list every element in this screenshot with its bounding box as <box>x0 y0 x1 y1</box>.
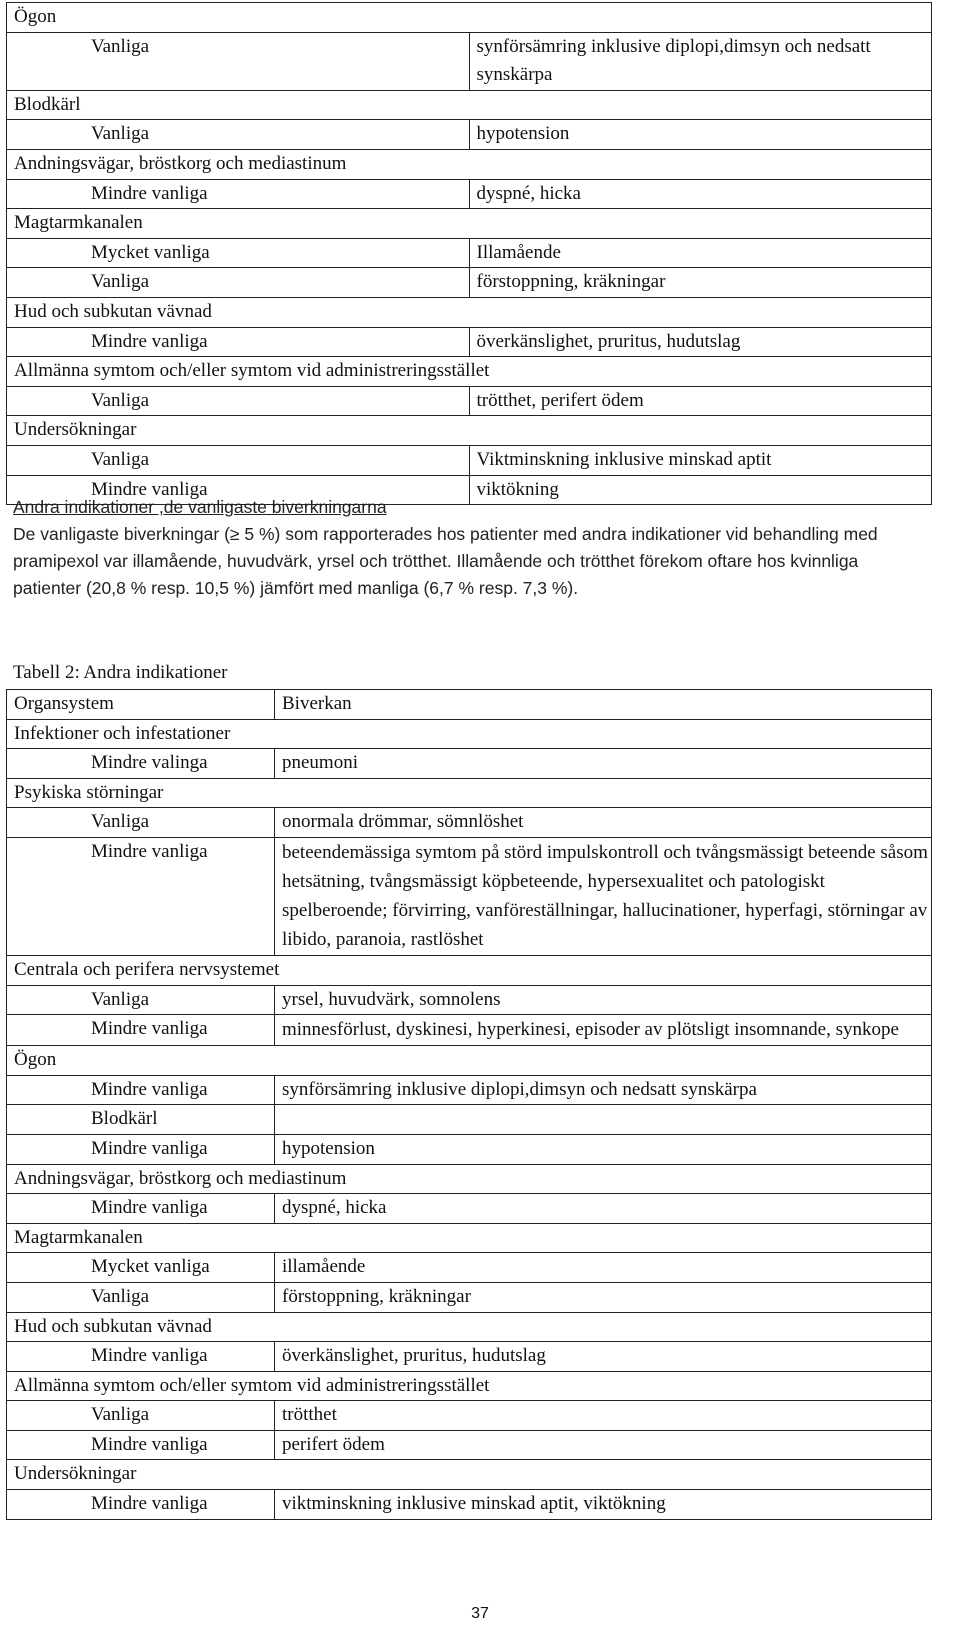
header-biverkan: Biverkan <box>275 690 932 720</box>
adverse-effect-row <box>7 1194 932 1224</box>
frequency-label: Mindre valinga <box>7 749 275 779</box>
organ-system-row <box>7 1371 932 1401</box>
frequency-label: Vanliga <box>7 1282 275 1312</box>
adverse-effect-row <box>7 1430 932 1460</box>
frequency-label: Mindre vanliga <box>7 1490 275 1520</box>
organ-system-label: Hud och subkutan vävnad <box>7 1312 932 1342</box>
adverse-effect-text: beteendemässiga symtom på störd impulskontroll och tvångsmässigt beteende såsom hetsätning, tvångsmässigt köpbeteende, hypersexualitet och patologiskt spelberoende; förvirring, vanföreställningar, hallucinationer, hyperfagi, störningar av libido, paranoia, rastlöshet <box>275 837 932 955</box>
organ-system-label: Centrala och perifera nervsystemet <box>7 955 932 985</box>
organ-system-label: Andningsvägar, bröstkorg och mediastinum <box>7 1164 932 1194</box>
organ-system-row <box>7 1460 932 1490</box>
organ-system-label: Undersökningar <box>7 416 932 446</box>
organ-system-label: Psykiska störningar <box>7 778 932 808</box>
adverse-effect-row <box>7 1015 932 1046</box>
adverse-effect-row <box>7 268 932 298</box>
adverse-effect-text: illamående <box>275 1253 932 1283</box>
frequency-label: Mindre vanliga <box>7 837 275 955</box>
adverse-effect-row <box>7 32 932 90</box>
organ-system-row <box>7 1164 932 1194</box>
adverse-effect-row <box>7 1134 932 1164</box>
adverse-effect-text: perifert ödem <box>275 1430 932 1460</box>
frequency-label: Vanliga <box>7 985 275 1015</box>
organ-system-label: Allmänna symtom och/eller symtom vid administreringsstället <box>7 357 932 387</box>
adverse-effect-text: förstoppning, kräkningar <box>275 1282 932 1312</box>
adverse-effect-row <box>7 1342 932 1372</box>
frequency-label: Vanliga <box>7 268 470 298</box>
organ-system-row <box>7 416 932 446</box>
organ-system-row <box>7 297 932 327</box>
frequency-label: Vanliga <box>7 32 470 90</box>
page-number: 37 <box>471 1605 489 1622</box>
adverse-effect-text: dyspné, hicka <box>469 179 932 209</box>
organ-system-row <box>7 1312 932 1342</box>
frequency-label: Mycket vanliga <box>7 1253 275 1283</box>
adverse-effect-row <box>7 386 932 416</box>
adverse-effect-text: hypotension <box>275 1134 932 1164</box>
frequency-label: Mindre vanliga <box>7 1015 275 1046</box>
organ-system-label: Hud och subkutan vävnad <box>7 297 932 327</box>
frequency-label: Mindre vanliga <box>7 1430 275 1460</box>
organ-system-label: Ögon <box>7 1046 932 1076</box>
adverse-effect-text: viktökning <box>469 475 932 505</box>
adverse-effect-text: dyspné, hicka <box>275 1194 932 1224</box>
adverse-effect-text: onormala drömmar, sömnlöshet <box>275 808 932 838</box>
adverse-effect-row <box>7 1105 932 1135</box>
organ-system-row <box>7 209 932 239</box>
frequency-label: Mindre vanliga <box>7 179 470 209</box>
table-caption: Tabell 2: Andra indikationer <box>13 662 228 683</box>
adverse-effect-text: förstoppning, kräkningar <box>469 268 932 298</box>
adverse-effect-text: pneumoni <box>275 749 932 779</box>
adverse-effect-row <box>7 1401 932 1431</box>
section-paragraph: De vanligaste biverkningar (≥ 5 %) som rapporterades hos patienter med andra indikationer vid behandling med pramipexol var illamående, huvudvärk, yrsel och trötthet. Illamående och trötthet förekom oftare hos kvinnliga patienter (20,8 % resp. 10,5 %) jämfört med manliga (6,7 % resp. 7,3 %). <box>13 524 878 598</box>
frequency-label: Mindre vanliga <box>7 475 470 505</box>
organ-system-row <box>7 1223 932 1253</box>
adverse-effect-row <box>7 1282 932 1312</box>
adverse-effect-text: Viktminskning inklusive minskad aptit <box>469 445 932 475</box>
frequency-label: Mindre vanliga <box>7 1134 275 1164</box>
adverse-effect-row <box>7 1253 932 1283</box>
organ-system-label: Blodkärl <box>7 90 932 120</box>
adverse-effect-text: Illamående <box>469 238 932 268</box>
organ-system-row <box>7 1046 932 1076</box>
adverse-effect-row <box>7 445 932 475</box>
adverse-effect-text: synförsämring inklusive diplopi,dimsyn och nedsatt synskärpa <box>469 32 932 90</box>
adverse-effect-row <box>7 327 932 357</box>
adverse-effect-row <box>7 985 932 1015</box>
other-indications-section <box>13 494 931 602</box>
organ-system-row <box>7 90 932 120</box>
adverse-effect-row <box>7 179 932 209</box>
adverse-reactions-table-1 <box>6 2 932 505</box>
adverse-effect-row <box>7 749 932 779</box>
table-header-row <box>7 690 932 720</box>
adverse-effect-text: överkänslighet, pruritus, hudutslag <box>469 327 932 357</box>
section-heading: Andra indikationer ,de vanligaste biverkningarna <box>13 497 387 517</box>
adverse-effect-text: minnesförlust, dyskinesi, hyperkinesi, episoder av plötsligt insomnande, synkope <box>275 1015 932 1046</box>
organ-system-label: Ögon <box>7 3 932 33</box>
adverse-effect-row <box>7 837 932 955</box>
organ-system-row <box>7 357 932 387</box>
adverse-effect-text: synförsämring inklusive diplopi,dimsyn och nedsatt synskärpa <box>275 1075 932 1105</box>
organ-system-row <box>7 719 932 749</box>
table1-body <box>7 3 932 505</box>
organ-system-label: Undersökningar <box>7 1460 932 1490</box>
organ-system-label: Magtarmkanalen <box>7 1223 932 1253</box>
organ-system-label: Infektioner och infestationer <box>7 719 932 749</box>
adverse-effect-row <box>7 808 932 838</box>
organ-system-row <box>7 149 932 179</box>
adverse-effect-text <box>275 1105 932 1135</box>
adverse-effect-text: trötthet, perifert ödem <box>469 386 932 416</box>
adverse-effect-text: trötthet <box>275 1401 932 1431</box>
adverse-effect-row <box>7 120 932 150</box>
adverse-reactions-table-2 <box>6 689 932 1520</box>
organ-system-label: Allmänna symtom och/eller symtom vid administreringsstället <box>7 1371 932 1401</box>
frequency-label: Vanliga <box>7 445 470 475</box>
frequency-label: Mindre vanliga <box>7 1194 275 1224</box>
organ-system-label: Magtarmkanalen <box>7 209 932 239</box>
header-organsystem: Organsystem <box>7 690 275 720</box>
adverse-effect-row <box>7 1490 932 1520</box>
organ-system-row <box>7 955 932 985</box>
adverse-effect-text: överkänslighet, pruritus, hudutslag <box>275 1342 932 1372</box>
organ-system-row <box>7 3 932 33</box>
organ-system-label: Andningsvägar, bröstkorg och mediastinum <box>7 149 932 179</box>
frequency-label: Vanliga <box>7 1401 275 1431</box>
frequency-label: Vanliga <box>7 120 470 150</box>
frequency-label: Mycket vanliga <box>7 238 470 268</box>
organ-system-row <box>7 778 932 808</box>
table2-body <box>7 690 932 1520</box>
adverse-effect-text: viktminskning inklusive minskad aptit, viktökning <box>275 1490 932 1520</box>
adverse-effect-text: yrsel, huvudvärk, somnolens <box>275 985 932 1015</box>
frequency-label: Mindre vanliga <box>7 327 470 357</box>
frequency-label: Vanliga <box>7 386 470 416</box>
adverse-effect-row <box>7 1075 932 1105</box>
frequency-label: Mindre vanliga <box>7 1342 275 1372</box>
frequency-label: Blodkärl <box>7 1105 275 1135</box>
frequency-label: Mindre vanliga <box>7 1075 275 1105</box>
adverse-effect-row <box>7 238 932 268</box>
frequency-label: Vanliga <box>7 808 275 838</box>
adverse-effect-text: hypotension <box>469 120 932 150</box>
